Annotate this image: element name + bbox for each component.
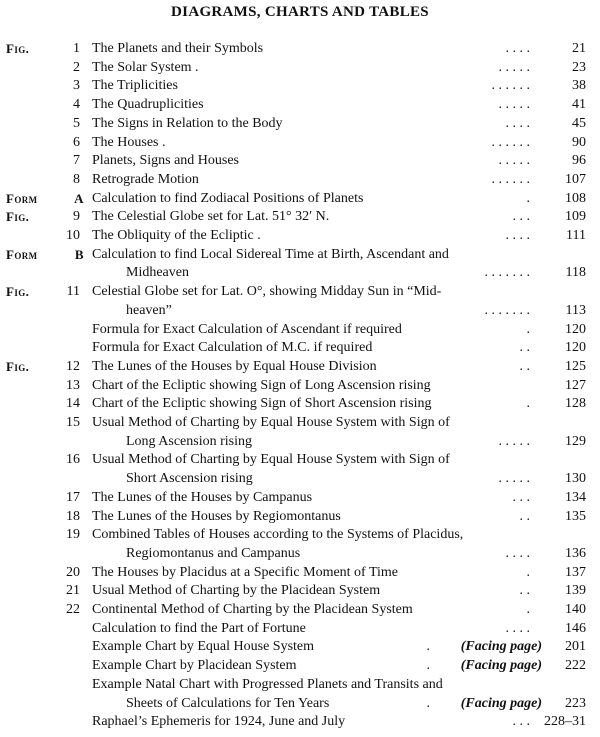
- toc-entry: [0, 713, 600, 731]
- entry-title: The Solar System .: [92, 59, 199, 75]
- toc-entry: [0, 246, 600, 264]
- entry-title: The Planets and their Symbols: [92, 41, 264, 56]
- entry-number: 11: [66, 284, 80, 300]
- entry-number: 12: [66, 358, 80, 374]
- entry-page: 134: [565, 489, 586, 505]
- entry-title: Example Natal Chart with Progressed Planets and Transits and: [92, 676, 443, 692]
- entry-number: 14: [66, 396, 80, 412]
- entry-number: 1: [73, 41, 80, 56]
- entry-leader-dots: .: [526, 564, 530, 580]
- entry-page: 137: [565, 564, 586, 580]
- entry-title: The Signs in Relation to the Body: [92, 115, 283, 131]
- toc-entry: [0, 657, 600, 675]
- toc-entry: [0, 339, 600, 357]
- toc-entry: [0, 695, 600, 713]
- entry-facing-note: (Facing page): [460, 639, 542, 655]
- entry-leader-dots: .: [526, 321, 530, 337]
- entry-title: Usual Method of Charting by Equal House System with Sign of: [92, 452, 450, 468]
- entry-page: 118: [565, 265, 586, 281]
- entry-title: The Obliquity of the Ecliptic .: [92, 228, 261, 243]
- entry-title: Example Chart by Placidean System: [92, 658, 297, 674]
- entry-title: Usual Method of Charting by Equal House System with Sign of: [92, 415, 450, 430]
- entry-label: Fig.: [6, 41, 30, 56]
- entry-page: 90: [572, 134, 586, 150]
- entry-number: 16: [66, 452, 80, 468]
- entry-page: 136: [565, 545, 586, 561]
- toc-entry: [0, 40, 600, 58]
- entry-number: 2: [73, 59, 80, 75]
- entry-leader-dots: . . . . .: [498, 153, 530, 169]
- toc-entry: [0, 321, 600, 339]
- entry-label: Fig.: [6, 284, 30, 300]
- entry-page: 41: [572, 97, 586, 113]
- entry-label: Form: [6, 246, 38, 262]
- entry-leader-dots: .: [526, 396, 530, 412]
- entry-page: 139: [565, 583, 586, 599]
- entry-page: 107: [565, 171, 586, 187]
- entry-title: The Triplicities: [92, 78, 178, 94]
- page-title: DIAGRAMS, CHARTS AND TABLES: [171, 4, 429, 20]
- entry-page: 130: [565, 471, 586, 487]
- toc-entry: [0, 59, 600, 77]
- entry-title: The Lunes of the Houses by Equal House Division: [92, 358, 377, 374]
- entry-leader-dots: .: [426, 658, 430, 674]
- entry-leader-dots: . . .: [512, 489, 530, 505]
- entry-leader-dots: . . . .: [505, 115, 530, 131]
- entry-leader-dots: . . . . . . .: [484, 302, 530, 318]
- entry-number: 18: [66, 508, 80, 524]
- entry-leader-dots: . . . .: [505, 545, 530, 561]
- entry-title: Calculation to find Local Sidereal Time at Birth, Ascendant and: [92, 246, 449, 262]
- entry-title: Combined Tables of Houses according to the Systems of Placidus,: [92, 527, 464, 543]
- entry-leader-dots: .: [426, 639, 430, 655]
- entry-page: 129: [565, 433, 586, 449]
- entry-page: 96: [572, 153, 586, 169]
- entry-page: 111: [566, 228, 586, 243]
- entry-leader-dots: . . . .: [505, 228, 530, 243]
- entry-title: Formula for Exact Calculation of Ascendant if required: [92, 321, 402, 337]
- entry-number: 5: [73, 115, 80, 131]
- toc-entry: [0, 171, 600, 189]
- entry-number: 7: [73, 153, 80, 169]
- entry-title: Calculation to find Zodiacal Positions of Planets: [92, 190, 364, 206]
- entry-leader-dots: . . . . . .: [491, 171, 530, 187]
- entry-facing-note: (Facing page): [460, 695, 542, 711]
- entry-title: Example Chart by Equal House System: [92, 639, 315, 655]
- entry-leader-dots: . .: [519, 358, 530, 374]
- entry-page: 146: [565, 620, 586, 636]
- entry-title: Chart of the Ecliptic showing Sign of Short Ascension rising: [92, 396, 432, 412]
- entry-leader-dots: . .: [519, 340, 530, 356]
- toc-entry: [0, 470, 600, 488]
- entry-number: 15: [66, 415, 80, 430]
- toc-entry: [0, 77, 600, 95]
- entry-title: Celestial Globe set for Lat. O°, showing Midday Sun in “Mid-: [92, 284, 442, 300]
- toc-entry: [0, 601, 600, 619]
- entry-page: 23: [572, 59, 586, 75]
- entry-number: 4: [73, 97, 80, 113]
- toc-entry: [0, 152, 600, 170]
- toc-entry: [0, 96, 600, 114]
- entry-leader-dots: . .: [519, 583, 530, 599]
- entry-page: 127: [565, 377, 586, 393]
- entry-number: 10: [66, 228, 80, 243]
- entry-title: The Celestial Globe set for Lat. 51° 32′ N.: [92, 209, 330, 225]
- entry-number: 21: [66, 583, 80, 599]
- toc-entry: [0, 526, 600, 544]
- toc-entry: [0, 115, 600, 133]
- entry-page: 113: [565, 302, 586, 318]
- entry-facing-note: (Facing page): [460, 658, 542, 674]
- toc-entry: [0, 620, 600, 638]
- entry-title-continued: Regiomontanus and Campanus: [126, 545, 301, 561]
- entry-page: 135: [565, 508, 586, 524]
- entry-leader-dots: . . . . .: [498, 433, 530, 449]
- entry-leader-dots: . . . . .: [498, 97, 530, 113]
- entry-page: 201: [565, 639, 586, 655]
- entry-number: 22: [66, 602, 80, 617]
- entry-number: 20: [66, 564, 80, 580]
- entry-title-continued: Midheaven: [126, 265, 189, 281]
- toc-entry: [0, 283, 600, 301]
- entry-leader-dots: . . . . . . .: [484, 265, 530, 281]
- entry-number: 6: [73, 134, 80, 150]
- toc-entry: [0, 451, 600, 469]
- entry-leader-dots: . . . . . .: [491, 78, 530, 94]
- entry-leader-dots: .: [526, 602, 530, 617]
- entry-leader-dots: . . . .: [505, 41, 530, 56]
- toc-entry: [0, 395, 600, 413]
- entry-title-continued: heaven”: [126, 302, 172, 318]
- entry-page: 120: [565, 321, 586, 337]
- toc-entry: [0, 208, 600, 226]
- entry-page: 128: [565, 396, 586, 412]
- entry-title: Calculation to find the Part of Fortune: [92, 620, 306, 636]
- entry-title: Retrograde Motion: [92, 171, 199, 187]
- entry-title: Planets, Signs and Houses: [92, 153, 239, 169]
- entry-title: Usual Method of Charting by the Placidean System: [92, 583, 381, 599]
- entry-page: 222: [565, 658, 586, 674]
- toc-entry: [0, 638, 600, 656]
- toc-entry: [0, 414, 600, 432]
- toc-entry: [0, 676, 600, 694]
- entry-number: 8: [73, 171, 80, 187]
- toc-entry: [0, 545, 600, 563]
- toc-entry: [0, 302, 600, 320]
- entry-leader-dots: . . .: [512, 714, 530, 730]
- entry-number: B: [74, 246, 84, 262]
- entry-page: 109: [565, 209, 586, 225]
- entry-page: 120: [565, 340, 586, 356]
- entry-leader-dots: . . . . .: [498, 59, 530, 75]
- toc-entry: [0, 358, 600, 376]
- entry-number: A: [74, 190, 84, 206]
- entry-label: Form: [6, 190, 38, 206]
- entry-title: The Houses .: [92, 134, 166, 150]
- entry-leader-dots: .: [526, 190, 530, 206]
- toc-entry: [0, 134, 600, 152]
- toc-entry: [0, 227, 600, 245]
- entry-title-continued: Sheets of Calculations for Ten Years: [126, 695, 330, 711]
- toc-entry: [0, 377, 600, 395]
- entry-leader-dots: . . . .: [505, 620, 530, 636]
- entry-page: 223: [565, 695, 586, 711]
- entry-leader-dots: . . . . .: [498, 471, 530, 487]
- toc-entry: [0, 433, 600, 451]
- entry-page: 140: [565, 602, 586, 617]
- entry-title: The Lunes of the Houses by Regiomontanus: [92, 508, 341, 524]
- entry-page: 45: [572, 115, 586, 131]
- toc-entry: [0, 489, 600, 507]
- toc-entry: [0, 564, 600, 582]
- entry-title-continued: Long Ascension rising: [126, 433, 252, 449]
- entry-title-continued: Short Ascension rising: [126, 471, 253, 487]
- entry-leader-dots: .: [426, 695, 430, 711]
- entry-label: Fig.: [6, 358, 30, 374]
- entry-leader-dots: . . .: [512, 209, 530, 225]
- entry-number: 13: [66, 377, 80, 393]
- entry-page: 228–31: [544, 714, 586, 730]
- entry-title: Formula for Exact Calculation of M.C. if required: [92, 340, 373, 356]
- toc-entry: [0, 508, 600, 526]
- entry-title: Continental Method of Charting by the Placidean System: [92, 602, 413, 617]
- entry-page: 21: [572, 41, 586, 56]
- entry-title: Raphael’s Ephemeris for 1924, June and July: [92, 714, 346, 730]
- entry-number: 9: [73, 209, 80, 225]
- entry-page: 125: [565, 358, 586, 374]
- entry-label: Fig.: [6, 209, 30, 225]
- entry-leader-dots: . . . . . .: [491, 134, 530, 150]
- entry-leader-dots: . .: [519, 508, 530, 524]
- entry-page: 108: [565, 190, 586, 206]
- toc-entry: [0, 264, 600, 282]
- entry-page: 38: [572, 78, 586, 94]
- entry-number: 17: [66, 489, 80, 505]
- entry-title: The Lunes of the Houses by Campanus: [92, 489, 313, 505]
- entry-number: 19: [66, 527, 80, 543]
- toc-entry: [0, 190, 600, 208]
- entry-title: Chart of the Ecliptic showing Sign of Long Ascension rising: [92, 377, 431, 393]
- toc-entry: [0, 582, 600, 600]
- entry-number: 3: [73, 78, 80, 94]
- entry-title: The Houses by Placidus at a Specific Moment of Time: [92, 564, 399, 580]
- entry-title: The Quadruplicities: [92, 97, 204, 113]
